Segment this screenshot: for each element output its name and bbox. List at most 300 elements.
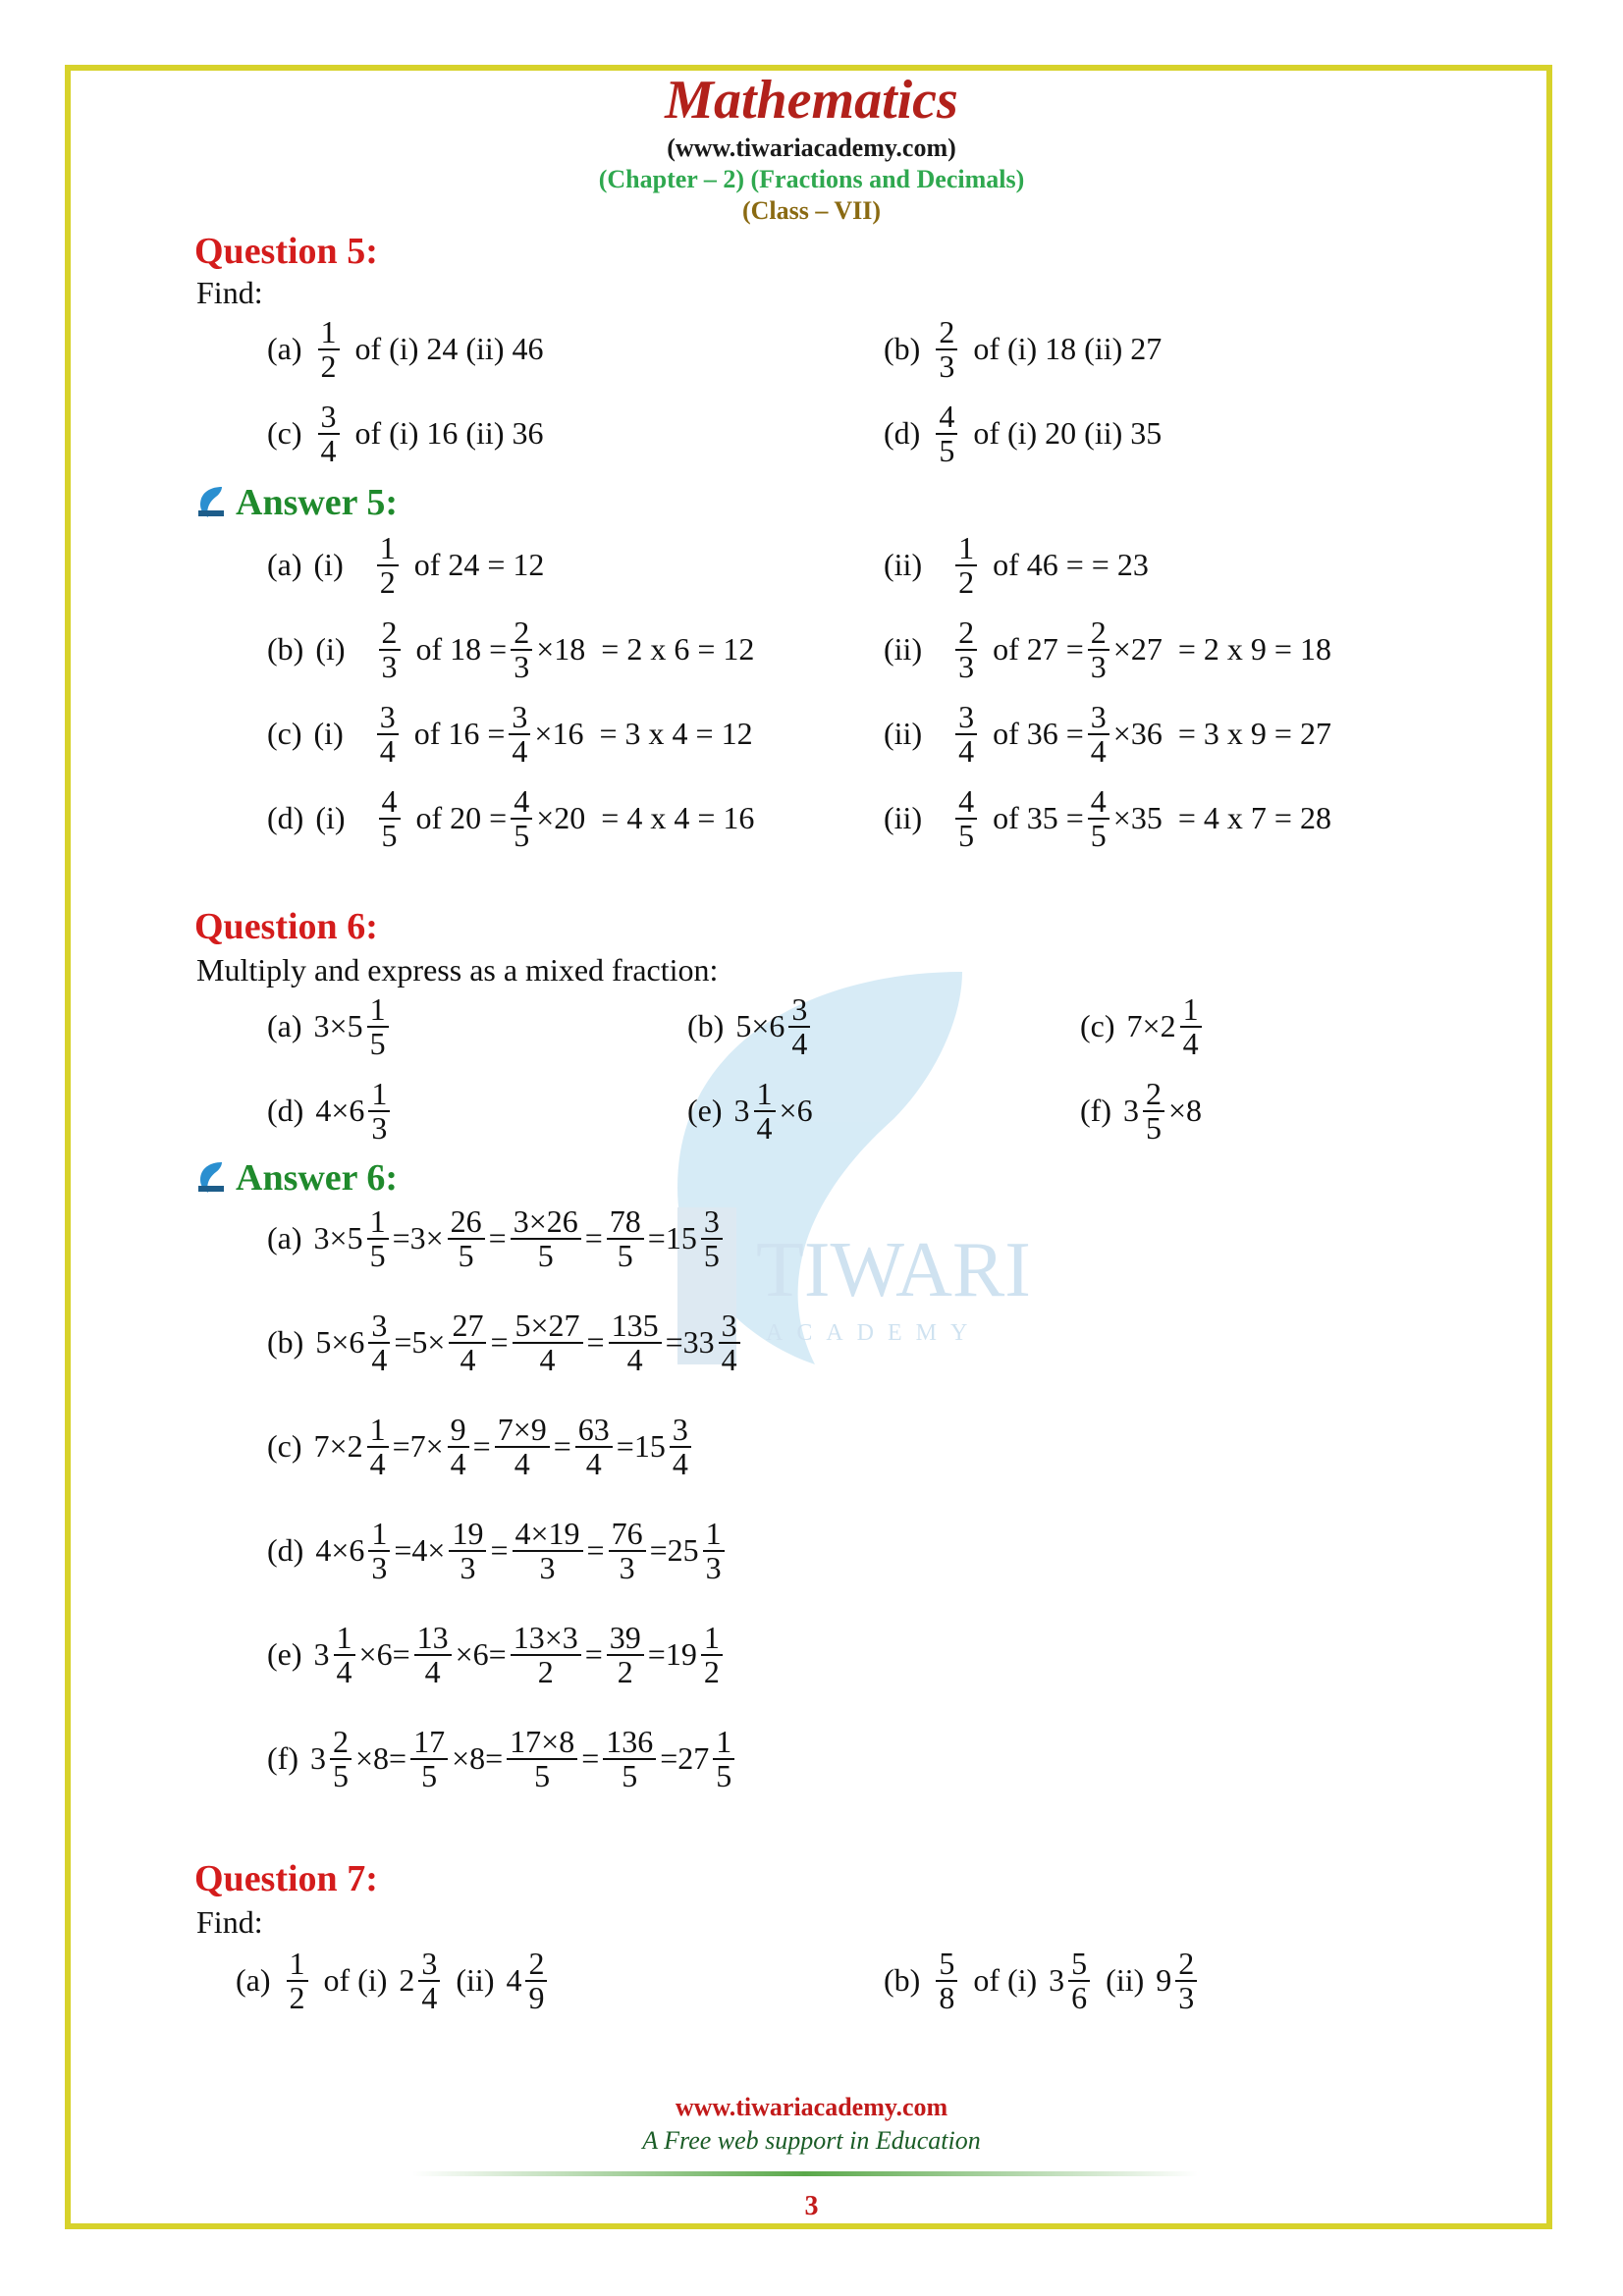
- watermark-text: TIWARI: [756, 1227, 1031, 1313]
- numerator: 2: [936, 316, 957, 350]
- expression: of 20 =: [415, 800, 508, 836]
- numerator: 9: [448, 1414, 469, 1448]
- a6-row-b: [267, 1309, 744, 1375]
- part-label: (ii): [884, 547, 923, 583]
- fraction: [368, 1518, 390, 1583]
- footer-website-link[interactable]: www.tiwariacademy.com: [675, 2093, 948, 2121]
- fraction: [495, 1414, 550, 1479]
- denominator: 4: [320, 432, 337, 468]
- part-label: (i): [315, 631, 346, 667]
- whole: 3: [1122, 1093, 1139, 1129]
- fraction: [513, 1309, 583, 1375]
- fraction: [448, 1414, 469, 1479]
- numerator: 39: [607, 1622, 644, 1656]
- term: =3×: [392, 1220, 444, 1256]
- whole: 4: [506, 1962, 522, 1999]
- fraction: [955, 785, 977, 851]
- item-label: (b): [884, 1962, 921, 1999]
- fraction: [513, 1518, 583, 1583]
- numerator: 2: [511, 616, 532, 651]
- item-label: (b): [687, 1008, 725, 1044]
- numerator: 3: [670, 1414, 691, 1448]
- term: =4×: [394, 1532, 446, 1569]
- equals-sign: =: [584, 1636, 603, 1673]
- expression: ×18 = 2 x 6 = 12: [536, 631, 755, 667]
- numerator: 1: [367, 1414, 389, 1448]
- item-label: (a): [267, 1008, 302, 1044]
- numerator: 19: [449, 1518, 486, 1552]
- fraction: [448, 1205, 485, 1271]
- q5-item-d: [884, 400, 1162, 466]
- numerator: 2: [379, 616, 401, 651]
- denominator: 3: [381, 648, 398, 684]
- denominator: 3: [1090, 648, 1107, 684]
- denominator: 5: [369, 1237, 386, 1273]
- numerator: 4: [1088, 785, 1109, 820]
- fraction: [609, 1309, 662, 1375]
- denominator: 5: [703, 1237, 720, 1273]
- q5-item-a: [267, 316, 543, 382]
- fraction: [330, 1726, 352, 1791]
- item-text: of (i) 20 (ii) 35: [973, 415, 1163, 452]
- suffix: ×6: [779, 1093, 813, 1129]
- numerator: 3: [788, 993, 810, 1028]
- denominator: 5: [716, 1757, 732, 1793]
- footer-divider: [412, 2171, 1198, 2176]
- expression: of (i): [323, 1962, 388, 1999]
- q5-item-b: [884, 316, 1162, 382]
- question-7-prompt: Find:: [196, 1904, 263, 1940]
- expression: ×20 = 4 x 4 = 16: [536, 800, 755, 836]
- numerator: 1: [367, 1205, 389, 1240]
- fraction: [955, 616, 977, 682]
- fraction: [367, 1414, 389, 1479]
- a5-row-d-right: [884, 785, 1331, 851]
- numerator: 2: [1143, 1078, 1164, 1112]
- part-label: (i): [315, 800, 346, 836]
- numerator: 3: [955, 701, 977, 735]
- term: =5×: [394, 1324, 446, 1361]
- denominator: 5: [534, 1757, 551, 1793]
- answer-6-heading: [196, 1156, 398, 1200]
- whole: 2: [399, 1962, 415, 1999]
- denominator: 4: [369, 1445, 386, 1481]
- item-label: (d): [267, 800, 304, 836]
- a5-row-b-right: [884, 616, 1331, 682]
- numerator: 136: [603, 1726, 656, 1760]
- fraction: [511, 1205, 581, 1271]
- denominator: 6: [1071, 1979, 1088, 2015]
- denominator: 4: [460, 1341, 476, 1377]
- numerator: 4: [955, 785, 977, 820]
- fraction: [607, 1622, 644, 1687]
- fraction: [575, 1414, 613, 1479]
- part-label: (ii): [884, 716, 923, 752]
- numerator: 1: [754, 1078, 776, 1112]
- expression: of 35 =: [993, 800, 1084, 836]
- item-label: (c): [1080, 1008, 1115, 1044]
- numerator: 1: [377, 532, 399, 566]
- whole: 3×5: [313, 1008, 363, 1044]
- fraction: [368, 1078, 390, 1144]
- fraction: [701, 1205, 723, 1271]
- expression: ×16 = 3 x 4 = 12: [534, 716, 753, 752]
- suffix: ×8: [1167, 1093, 1203, 1129]
- denominator: 3: [619, 1549, 635, 1585]
- item-label: (d): [267, 1532, 304, 1569]
- expression: of 36 =: [993, 716, 1084, 752]
- term: 3: [309, 1740, 326, 1777]
- numerator: 3: [418, 1948, 440, 1982]
- numerator: 7×9: [495, 1414, 550, 1448]
- numerator: 78: [607, 1205, 644, 1240]
- equals-sign: =: [586, 1324, 605, 1361]
- fraction: [609, 1518, 646, 1583]
- fraction: [379, 785, 401, 851]
- denominator: 5: [458, 1237, 474, 1273]
- expression: ×27 = 2 x 9 = 18: [1112, 631, 1331, 667]
- numerator: 1: [368, 1078, 390, 1112]
- fraction: [368, 1309, 390, 1375]
- denominator: 4: [958, 732, 975, 769]
- term: =19: [647, 1636, 697, 1673]
- numerator: 1: [955, 532, 977, 566]
- q6-item-c: [1080, 993, 1206, 1059]
- whole: 5×6: [735, 1008, 785, 1044]
- part-label: (i): [313, 547, 344, 583]
- watermark-subtext: ACADEMY: [766, 1320, 982, 1346]
- expression: of (i): [973, 1962, 1038, 1999]
- item-text: of (i) 24 (ii) 46: [354, 331, 544, 367]
- denominator: 4: [585, 1445, 602, 1481]
- q5-item-c: [267, 400, 543, 466]
- numerator: 5×27: [513, 1309, 583, 1344]
- item-label: (c): [267, 1428, 302, 1465]
- denominator: 4: [672, 1445, 688, 1481]
- denominator: 5: [1145, 1109, 1162, 1146]
- denominator: 4: [1090, 732, 1107, 769]
- denominator: 5: [381, 817, 398, 853]
- equals-sign: =: [472, 1428, 491, 1465]
- numerator: 3: [719, 1309, 740, 1344]
- expression: ×36 = 3 x 9 = 27: [1112, 716, 1331, 752]
- fraction: [525, 1948, 547, 2013]
- term: =33: [665, 1324, 715, 1361]
- denominator: 4: [336, 1653, 352, 1689]
- numerator: 3×26: [511, 1205, 581, 1240]
- numerator: 2: [525, 1948, 547, 1982]
- denominator: 4: [379, 732, 396, 769]
- equals-sign: =: [584, 1220, 603, 1256]
- fraction: [507, 1726, 577, 1791]
- fraction: [511, 785, 532, 851]
- fraction: [318, 400, 340, 466]
- denominator: 4: [756, 1109, 773, 1146]
- denominator: 3: [958, 648, 975, 684]
- numerator: 3: [509, 701, 530, 735]
- item-label: (f): [1080, 1093, 1111, 1129]
- denominator: 3: [460, 1549, 476, 1585]
- numerator: 76: [609, 1518, 646, 1552]
- equals-sign: =: [490, 1532, 509, 1569]
- question-6-prompt: Multiply and express as a mixed fraction:: [196, 952, 719, 988]
- numerator: 2: [1175, 1948, 1197, 1982]
- item-text: of (i) 18 (ii) 27: [973, 331, 1163, 367]
- q6-item-f: [1080, 1078, 1202, 1144]
- denominator: 5: [332, 1757, 349, 1793]
- a5-row-c-left: [267, 701, 753, 767]
- item-label: (a): [267, 547, 302, 583]
- numerator: 4: [379, 785, 401, 820]
- fraction: [955, 532, 977, 598]
- denominator: 3: [939, 347, 955, 384]
- fraction: [1088, 785, 1109, 851]
- numerator: 27: [449, 1309, 486, 1344]
- term: 3×5: [313, 1220, 363, 1256]
- numerator: 3: [1088, 701, 1109, 735]
- fraction: [670, 1414, 691, 1479]
- a6-row-a: [267, 1205, 727, 1271]
- term: 3: [313, 1636, 330, 1673]
- numerator: 13: [414, 1622, 452, 1656]
- term: =27: [660, 1740, 710, 1777]
- denominator: 4: [539, 1341, 556, 1377]
- item-label: (d): [267, 1093, 304, 1129]
- a6-row-e: [267, 1622, 727, 1687]
- numerator: 1: [713, 1726, 734, 1760]
- answer-6-heading-text: Answer 6:: [236, 1157, 399, 1199]
- header-chapter: (Chapter – 2) (Fractions and Decimals): [598, 165, 1025, 193]
- fraction: [1175, 1948, 1197, 2013]
- denominator: 3: [1178, 1979, 1195, 2015]
- term: =7×: [392, 1428, 444, 1465]
- denominator: 5: [1090, 817, 1107, 853]
- denominator: 3: [371, 1109, 388, 1146]
- numerator: 1: [318, 316, 340, 350]
- numerator: 1: [368, 1518, 390, 1552]
- numerator: 1: [703, 1518, 725, 1552]
- a5-row-d-left: [267, 785, 754, 851]
- equals-sign: =: [553, 1428, 571, 1465]
- a5-row-b-left: [267, 616, 754, 682]
- item-label: (e): [267, 1636, 302, 1673]
- expression: of 27 =: [993, 631, 1084, 667]
- part-label: (ii): [456, 1962, 495, 1999]
- item-label: (a): [236, 1962, 271, 1999]
- fraction: [367, 993, 389, 1059]
- fraction: [334, 1622, 355, 1687]
- item-label: (b): [884, 331, 921, 367]
- numerator: 13×3: [511, 1622, 581, 1656]
- item-label: (d): [884, 415, 921, 452]
- part-label: (ii): [884, 631, 923, 667]
- whole: 3: [1049, 1962, 1065, 1999]
- term: =15: [647, 1220, 697, 1256]
- expression: ×35 = 4 x 7 = 28: [1112, 800, 1331, 836]
- denominator: 2: [703, 1653, 720, 1689]
- fraction: [287, 1948, 308, 2013]
- q6-item-d: [267, 1078, 394, 1144]
- term: ×8=: [452, 1740, 504, 1777]
- denominator: 4: [371, 1341, 388, 1377]
- question-7-heading: Question 7:: [194, 1858, 378, 1899]
- fraction: [410, 1726, 448, 1791]
- term: 7×2: [313, 1428, 363, 1465]
- fraction: [936, 316, 957, 382]
- fraction: [418, 1948, 440, 2013]
- denominator: 8: [939, 1979, 955, 2015]
- a5-row-c-right: [884, 701, 1331, 767]
- fraction: [1088, 701, 1109, 767]
- numerator: 3: [377, 701, 399, 735]
- denominator: 2: [289, 1979, 305, 2015]
- a6-row-c: [267, 1414, 695, 1479]
- answer-5-heading-text: Answer 5:: [236, 482, 399, 523]
- answer-5-heading: [196, 481, 398, 524]
- fraction: [377, 701, 399, 767]
- page-number: 3: [804, 2191, 819, 2221]
- numerator: 17: [410, 1726, 448, 1760]
- equals-sign: =: [586, 1532, 605, 1569]
- footer-tagline: A Free web support in Education: [642, 2126, 981, 2155]
- denominator: 5: [617, 1237, 633, 1273]
- denominator: 4: [421, 1979, 438, 2015]
- question-5-prompt: Find:: [196, 275, 263, 310]
- denominator: 4: [514, 1445, 530, 1481]
- fraction: [936, 1948, 957, 2013]
- denominator: 5: [537, 1237, 554, 1273]
- numerator: 3: [318, 400, 340, 435]
- fraction: [1143, 1078, 1164, 1144]
- part-label: (i): [313, 716, 344, 752]
- question-6-heading: Question 6:: [194, 906, 378, 947]
- numerator: 26: [448, 1205, 485, 1240]
- denominator: 2: [958, 563, 975, 600]
- numerator: 4: [511, 785, 532, 820]
- equals-sign: =: [488, 1220, 507, 1256]
- q6-item-a: [267, 993, 393, 1059]
- part-label: (ii): [884, 800, 923, 836]
- denominator: 5: [514, 817, 530, 853]
- item-label: (c): [267, 716, 302, 752]
- fraction: [449, 1518, 486, 1583]
- denominator: 4: [424, 1653, 441, 1689]
- denominator: 4: [626, 1341, 643, 1377]
- expression: of 46 = = 23: [993, 547, 1149, 583]
- tiwari-logo-icon: [196, 1160, 226, 1194]
- denominator: 9: [528, 1979, 545, 2015]
- whole: 4×6: [315, 1093, 365, 1129]
- term: =15: [616, 1428, 666, 1465]
- numerator: 4×19: [513, 1518, 583, 1552]
- denominator: 4: [721, 1341, 737, 1377]
- fraction: [1180, 993, 1202, 1059]
- expression: of 24 = 12: [413, 547, 545, 583]
- item-text: of (i) 16 (ii) 36: [354, 415, 544, 452]
- numerator: 63: [575, 1414, 613, 1448]
- numerator: 3: [368, 1309, 390, 1344]
- equals-sign: =: [581, 1740, 600, 1777]
- denominator: 4: [791, 1025, 808, 1061]
- numerator: 5: [936, 1948, 957, 1982]
- numerator: 2: [330, 1726, 352, 1760]
- term: =25: [649, 1532, 699, 1569]
- term: 5×6: [315, 1324, 365, 1361]
- numerator: 1: [367, 993, 389, 1028]
- a5-row-a-left: [267, 532, 544, 598]
- term: 4×6: [315, 1532, 365, 1569]
- item-label: (a): [267, 331, 302, 367]
- denominator: 5: [421, 1757, 438, 1793]
- denominator: 5: [958, 817, 975, 853]
- denominator: 3: [371, 1549, 388, 1585]
- numerator: 1: [701, 1622, 723, 1656]
- tiwari-logo-icon: [196, 485, 226, 518]
- denominator: 5: [939, 432, 955, 468]
- expression: of 16 =: [413, 716, 506, 752]
- whole: 3: [733, 1093, 750, 1129]
- fraction: [754, 1078, 776, 1144]
- part-label: (ii): [1106, 1962, 1145, 1999]
- denominator: 4: [1182, 1025, 1199, 1061]
- page-title: Mathematics: [665, 70, 958, 131]
- fraction: [1088, 616, 1109, 682]
- header-website: (www.tiwariacademy.com): [667, 133, 956, 162]
- denominator: 2: [379, 563, 396, 600]
- fraction: [603, 1726, 656, 1791]
- numerator: 1: [287, 1948, 308, 1982]
- fraction: [509, 701, 530, 767]
- q7-item-a: [236, 1948, 551, 2013]
- question-5-heading: Question 5:: [194, 231, 378, 272]
- header-class: (Class – VII): [741, 196, 882, 225]
- item-label: (f): [267, 1740, 298, 1777]
- fraction: [788, 993, 810, 1059]
- fraction: [607, 1205, 644, 1271]
- numerator: 2: [955, 616, 977, 651]
- denominator: 2: [537, 1653, 554, 1689]
- denominator: 4: [450, 1445, 466, 1481]
- a5-row-a-right: [884, 532, 1149, 598]
- denominator: 4: [512, 732, 528, 769]
- denominator: 5: [622, 1757, 638, 1793]
- item-label: (b): [267, 1324, 304, 1361]
- fraction: [414, 1622, 452, 1687]
- term: ×6=: [455, 1636, 507, 1673]
- term: ×6=: [358, 1636, 410, 1673]
- numerator: 1: [1180, 993, 1202, 1028]
- numerator: 1: [334, 1622, 355, 1656]
- whole: 9: [1156, 1962, 1172, 1999]
- fraction: [318, 316, 340, 382]
- fraction: [703, 1518, 725, 1583]
- fraction: [379, 616, 401, 682]
- a6-row-d: [267, 1518, 729, 1583]
- term: ×8=: [354, 1740, 407, 1777]
- fraction: [367, 1205, 389, 1271]
- denominator: 3: [705, 1549, 722, 1585]
- fraction: [377, 532, 399, 598]
- fraction: [719, 1309, 740, 1375]
- fraction: [449, 1309, 486, 1375]
- denominator: 3: [539, 1549, 556, 1585]
- fraction: [713, 1726, 734, 1791]
- item-label: (a): [267, 1220, 302, 1256]
- a6-row-f: [267, 1726, 738, 1791]
- denominator: 2: [320, 347, 337, 384]
- q7-item-b: [884, 1948, 1201, 2013]
- item-label: (c): [267, 415, 302, 452]
